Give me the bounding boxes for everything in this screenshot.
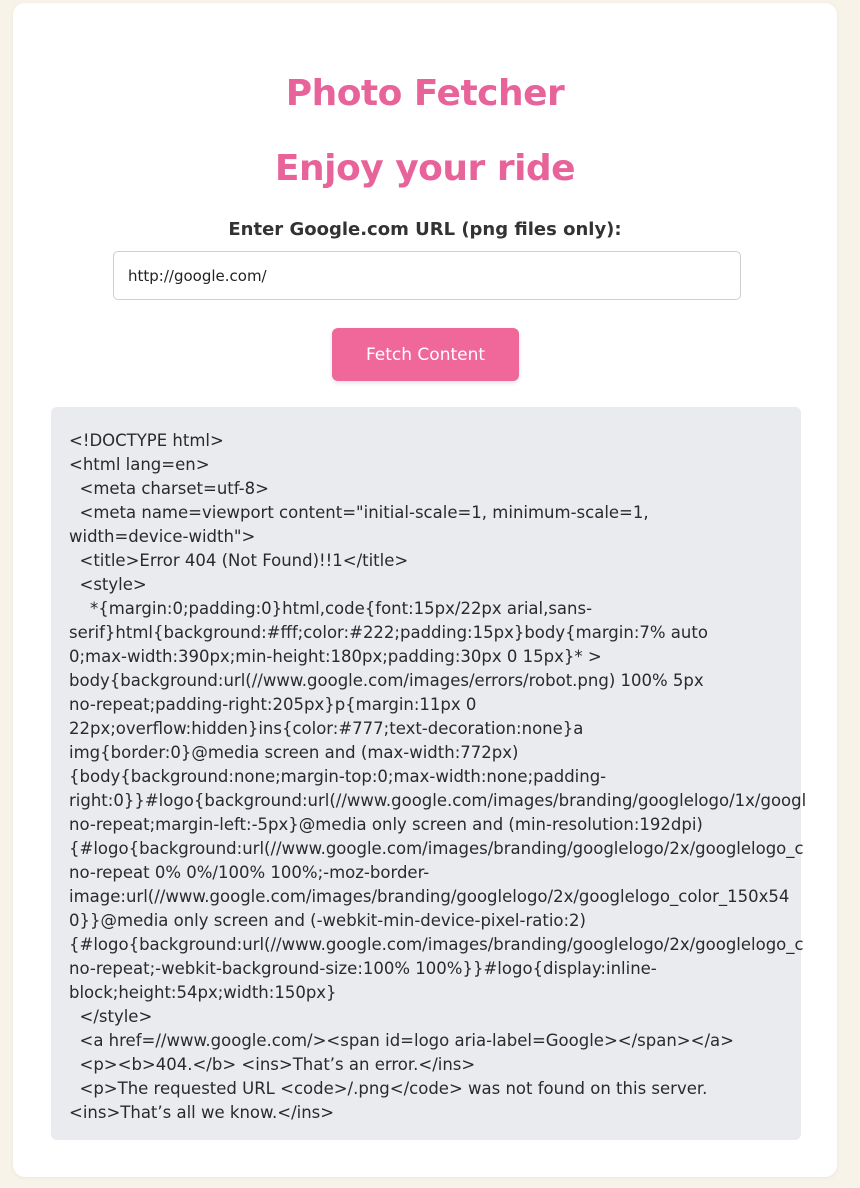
url-label: Enter Google.com URL (png files only): (228, 219, 622, 240)
url-input[interactable] (113, 251, 741, 300)
fetched-content-text: <!DOCTYPE html> <html lang=en> <meta charset=utf-8> <meta name=viewport content="initial-scale=1, minimum-scale=1, width=device-width"> <title>Error 404 (Not Found)!!1</title> <style> *{margin:0;padding:0}html,code{font:15px/22px arial,sans- serif}html{background:#fff;color:#222;padding:15px}body{margin:7% auto 0;max-width:390px;min-height:180px;padding:30px 0 15px}* > body{background:url(//www.google.com/images/errors/robot.png) 100% 5px no-repeat;padding-right:205px}p{margin:11px 0 22px;overflow:hidden}ins{color:#777;text-decoration:none}a img{border:0}@media screen and (max-width:772px) {body{background:none;margin-top:0;max-width:none;padding- right:0}}#logo{background:url(//www.google.com/images/branding/googlelogo/1x/googl no-repeat;margin-left:-5px}@media only screen and (min-resolution:192dpi) {#logo{background:url(//www.google.com/images/branding/googlelogo/2x/googlelogo_c no-repeat 0% 0%/100% 100%;-moz-border- image:url(//www.google.com/images/branding/googlelogo/2x/googlelogo_color_150x54 0}}@media only screen and (-webkit-min-device-pixel-ratio:2) {#logo{background:url(//www.google.com/images/branding/googlelogo/2x/googlelogo_c no-repeat;-webkit-background-size:100% 100%}}#logo{display:inline- block;height:54px;width:150px} </style> <a href=//www.google.com/><span id=logo aria-label=Google></span></a> <p><b>404.</b> <ins>That’s an error.</ins> <p>The requested URL <code>/.png</code> was not found on this server. <ins>That’s all we know.</ins> (69, 431, 807, 1122)
main-card (13, 3, 837, 1177)
fetch-content-button[interactable]: Fetch Content (332, 328, 519, 381)
page-subtitle: Enjoy your ride (274, 148, 576, 189)
fetched-content-panel (51, 407, 807, 1140)
page-title: Photo Fetcher (285, 73, 565, 114)
